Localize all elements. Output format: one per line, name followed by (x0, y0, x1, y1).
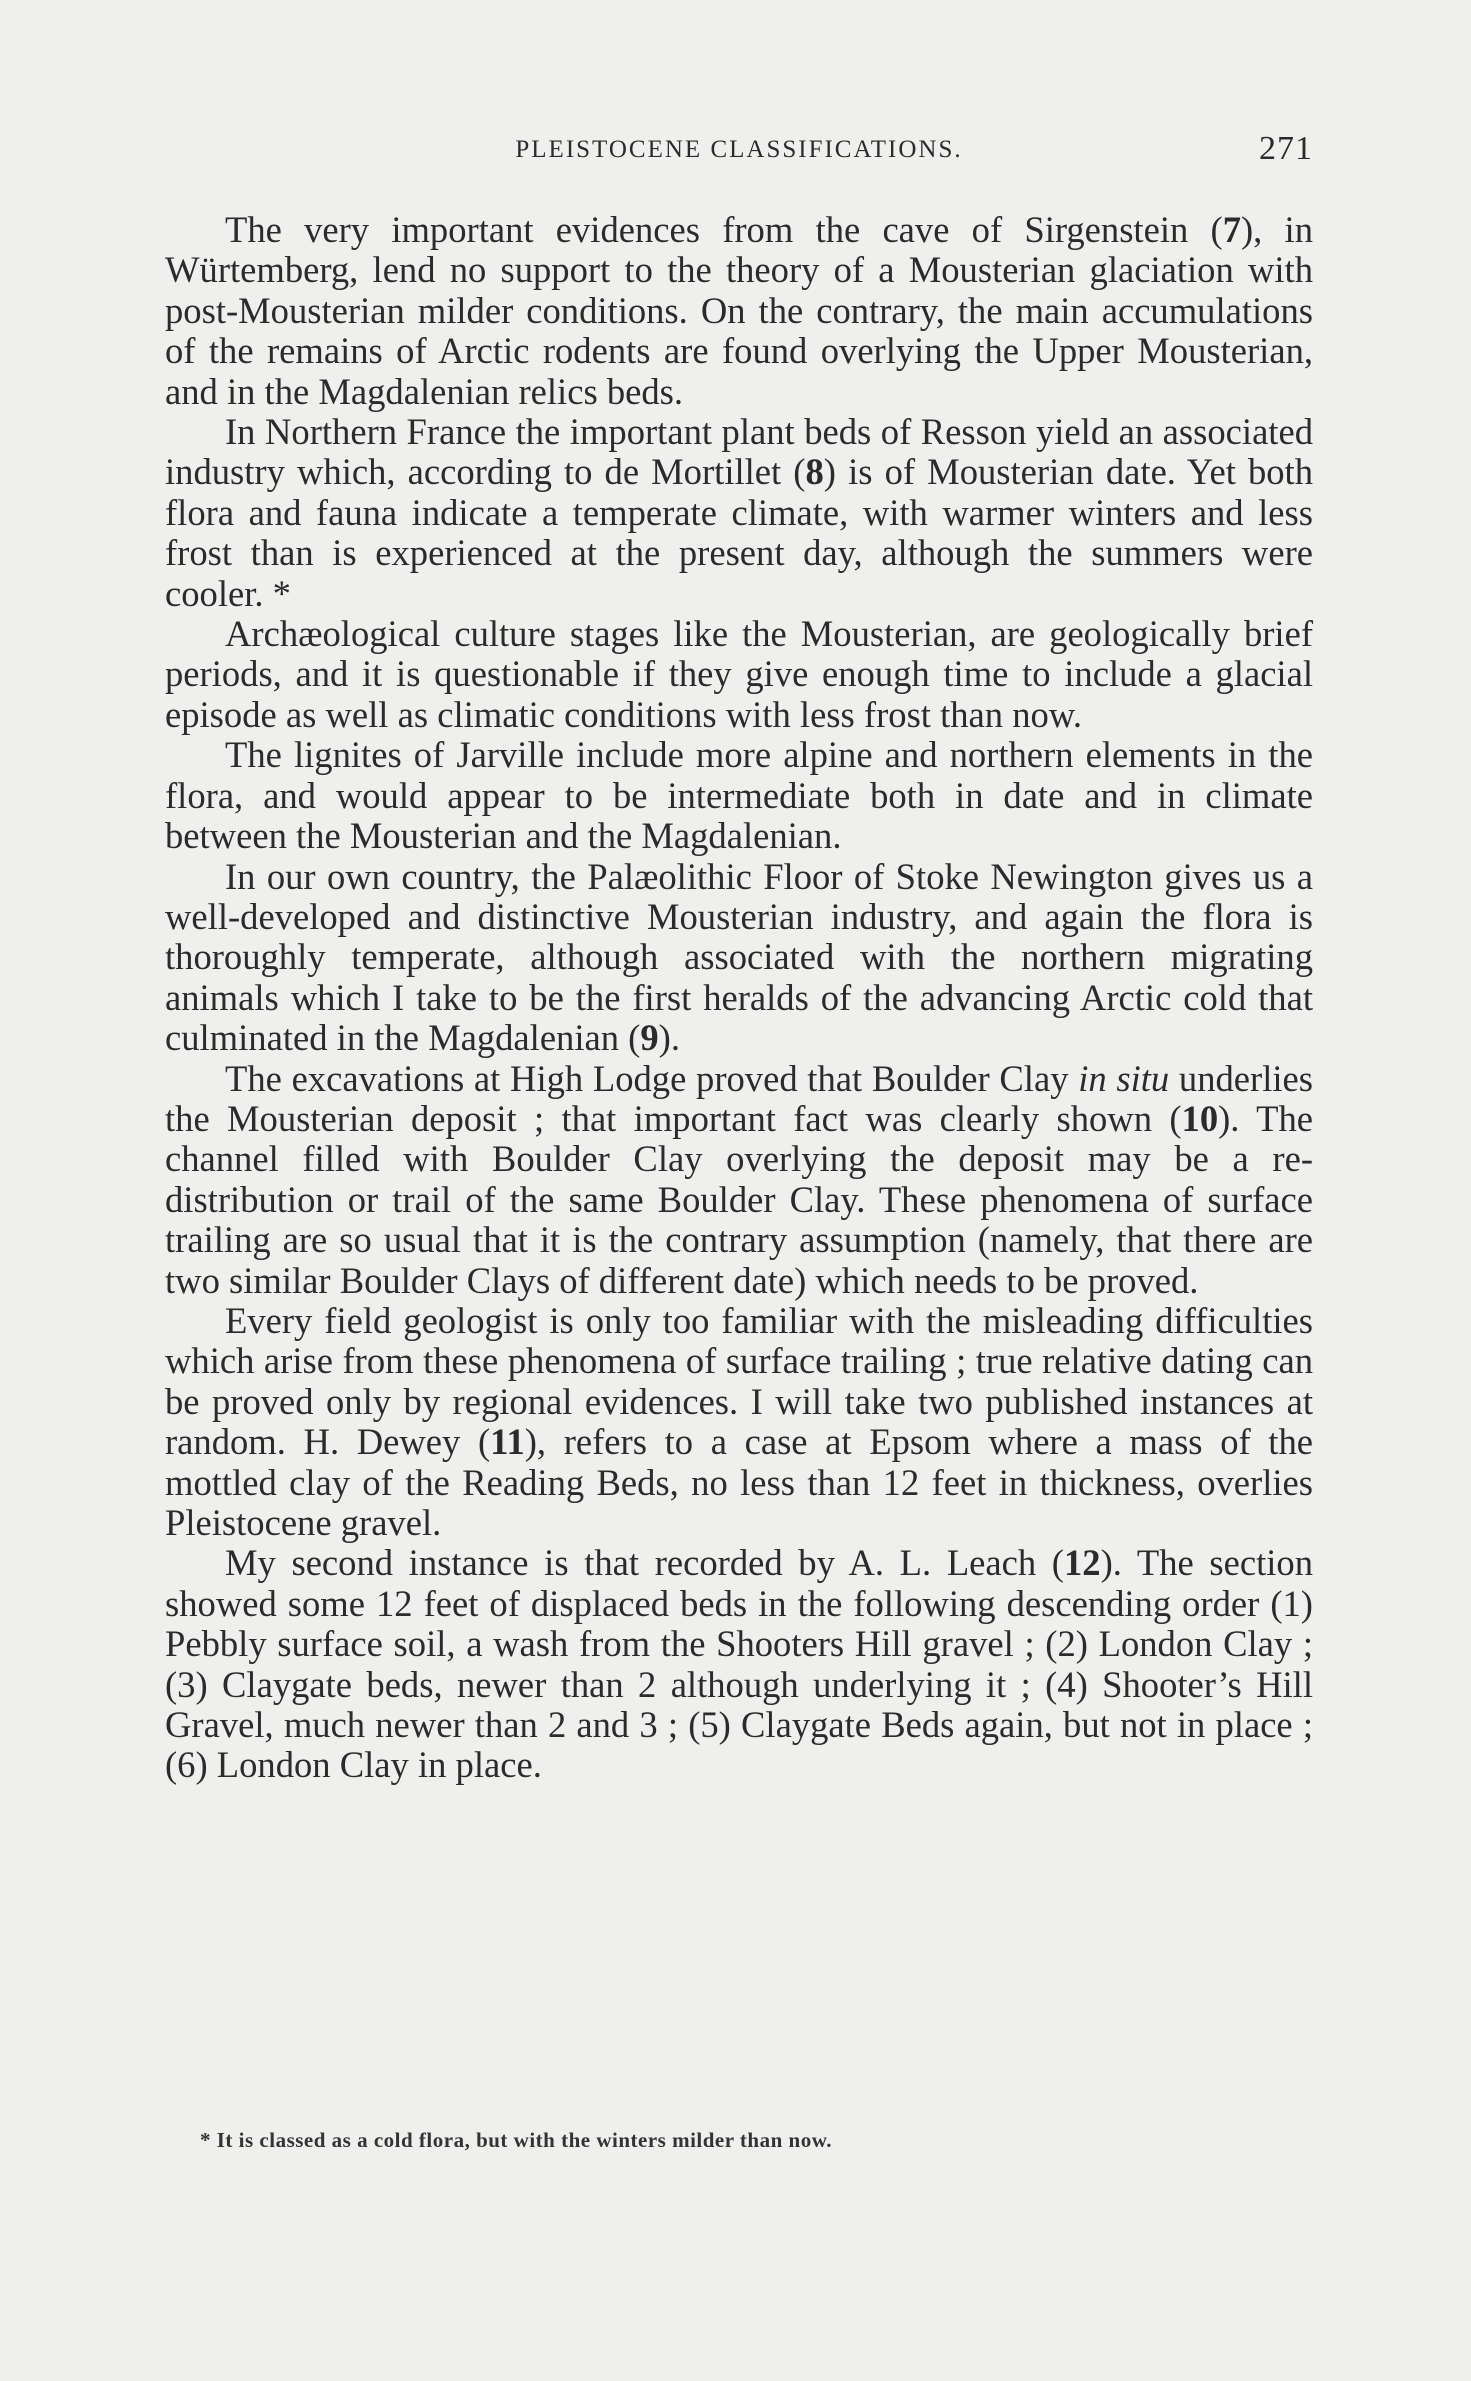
paragraph (165, 1059, 1313, 1301)
reference-number: 9 (640, 1017, 659, 1059)
page-number: 271 (1259, 130, 1313, 167)
reference-number: 7 (1222, 209, 1241, 250)
reference-number: 11 (490, 1421, 525, 1463)
paragraph-text: Archæological culture stages like the Mousterian, are geologically brief periods, and it is questionable if they give enough time to include a glacial episode as well as climatic conditions with less frost than now. (165, 613, 1313, 735)
paragraph-text: Every field geologist is only too familiar with the misleading difficulties which arise from these phenomena of surface trailing ; true relative dating can be proved only by regional evidences. I will take two published instances at random. H. Dewey ( (165, 1299, 1313, 1463)
paragraph-text: ). (658, 1017, 680, 1059)
paragraph (165, 1543, 1313, 1785)
paragraph-text: ), in Würtemberg, lend no support to the theory of a Mousterian glaciation with post-Mousterian milder conditions. On the contrary, the main accumulations of the remains of Arctic rodents are found overlying the Upper Mousterian, and in the Magdalenian relics beds. (165, 209, 1314, 412)
paragraph (165, 735, 1313, 856)
paragraph (165, 210, 1313, 412)
paragraph (165, 614, 1313, 735)
paragraph (165, 412, 1313, 614)
paragraph-text: My second instance is that recorded by A. L. Leach ( (225, 1542, 1064, 1584)
paragraph-text: underlies the Mousterian deposit ; that important fact was clearly shown ( (165, 1057, 1313, 1139)
paragraph-text: ), refers to a case at Epsom where a mass of the mottled clay of the Reading Beds, no less than 12 feet in thickness, overlies Pleistocene gravel. (165, 1421, 1313, 1543)
paragraph-text: ). The section showed some 12 feet of displaced beds in the following descending order (1) Pebbly surface soil, a wash from the Shooters Hill gravel ; (2) London Clay ; (3) Claygate beds, newer than 2 although underlying it ; (4) Shooter’s Hill Gravel, much newer than 2 and 3 ; (5) Claygate Beds again, but not in place ; (6) London Clay in place. (165, 1542, 1313, 1786)
paragraph (165, 1301, 1313, 1543)
italic-text: in situ (1078, 1057, 1170, 1099)
reference-number: 10 (1181, 1097, 1219, 1139)
paragraph-text: The very important evidences from the cave of Sirgenstein ( (225, 209, 1223, 250)
paragraph-text: In our own country, the Palæolithic Floor of Stoke Newington gives us a well-developed and distinctive Mousterian industry, and again the flora is thoroughly temperate, although associated with the northern migrating animals which I take to be the first heralds of the advancing Arctic cold that culminated in the Magdalenian ( (165, 855, 1313, 1059)
paragraph-text: In Northern France the important plant beds of Resson yield an associated industry which, according to de Mortillet ( (165, 411, 1313, 493)
body-text (165, 210, 1313, 1786)
paragraph-text: The lignites of Jarville include more alpine and northern elements in the flora, and would appear to be intermediate both in date and in climate between the Mousterian and the Magdalenian. (165, 734, 1313, 857)
paragraph-text: ) is of Mousterian date. Yet both flora and fauna indicate a temperate climate, with warmer winters and less frost than is experienced at the present day, although the summers were cooler. * (165, 451, 1313, 614)
paragraph-text: ). The channel filled with Boulder Clay overlying the deposit may be a re-distribution or trail of the same Boulder Clay. These phenomena of surface trailing are so usual that it is the contrary assumption (namely, that there are two similar Boulder Clays of different date) which needs to be proved. (165, 1097, 1313, 1301)
running-title: PLEISTOCENE CLASSIFICATIONS. (515, 136, 963, 163)
reference-number: 8 (805, 451, 824, 493)
paragraph (165, 857, 1313, 1059)
paragraph-text: The excavations at High Lodge proved that Boulder Clay (225, 1057, 1079, 1099)
footnote: * It is classed as a cold flora, but with the winters milder than now. (200, 2128, 832, 2152)
running-head (165, 130, 1313, 170)
reference-number: 12 (1063, 1542, 1101, 1584)
